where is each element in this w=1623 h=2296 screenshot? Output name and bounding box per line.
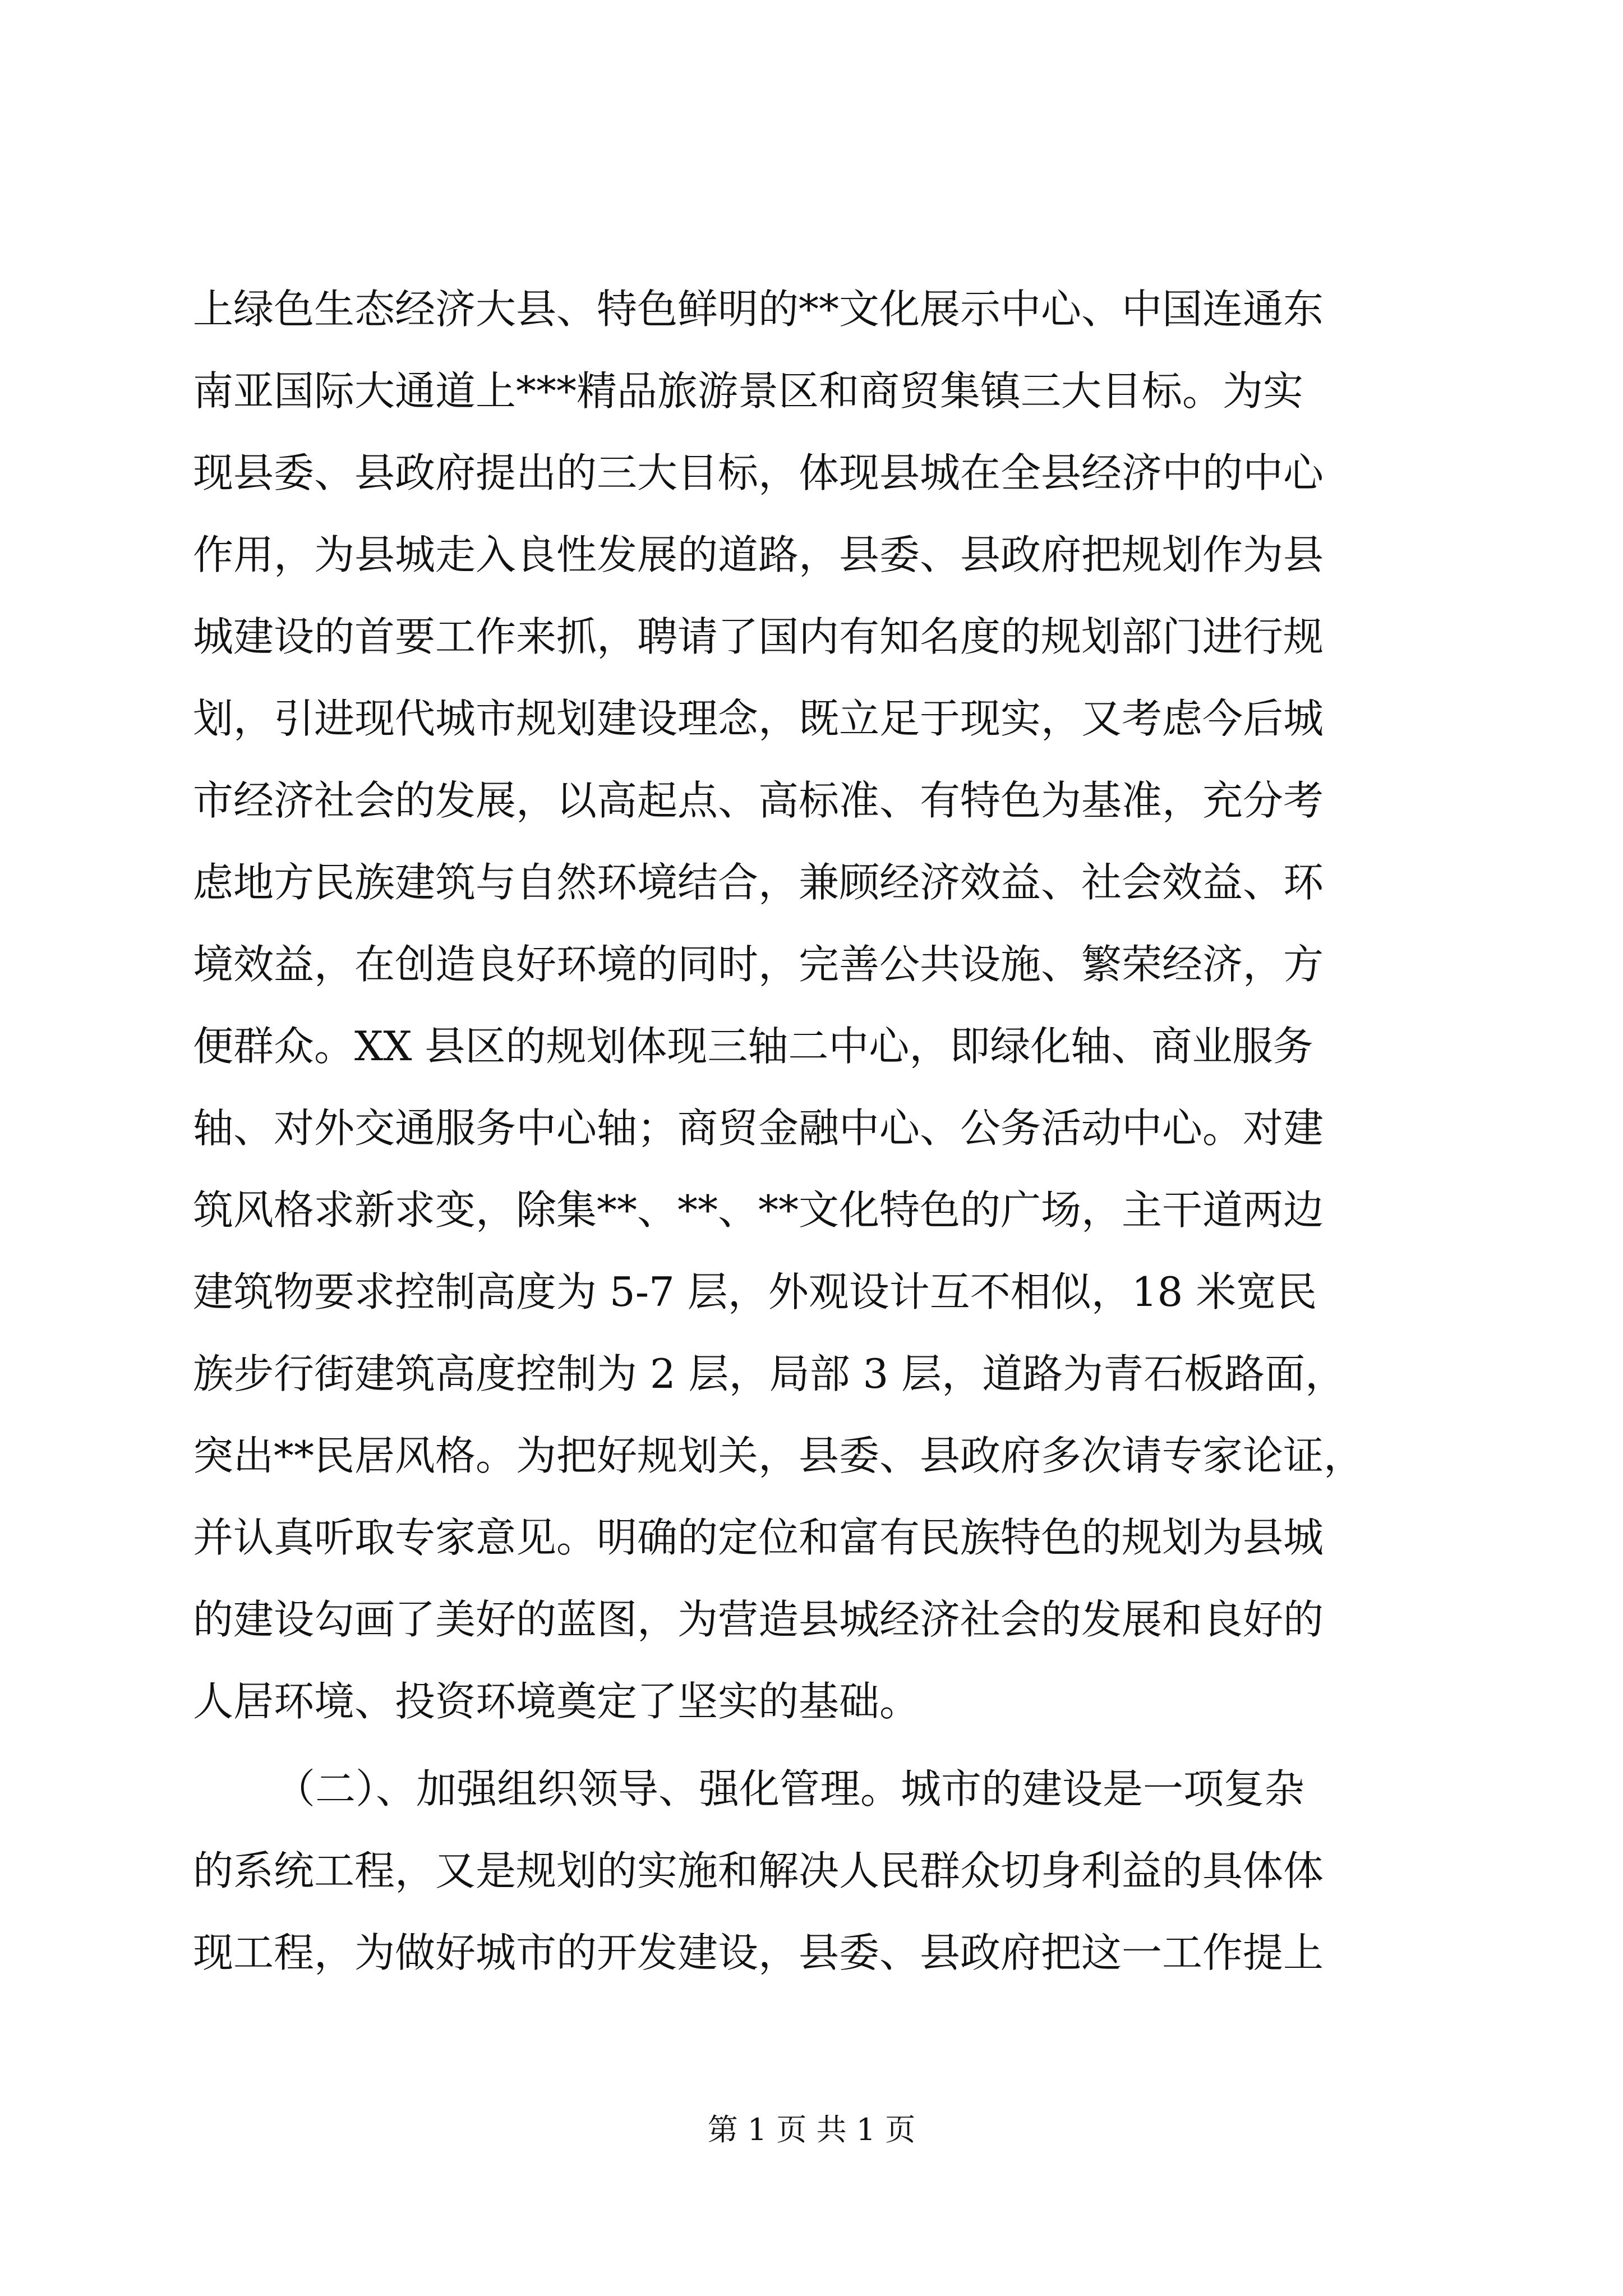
text-line: 上绿色生态经济大县、特色鲜明的**文化展示中心、中国连通东 bbox=[193, 286, 1324, 333]
text-line: 现县委、县政府提出的三大目标，体现县城在全县经济中的中心 bbox=[193, 449, 1324, 496]
page-number-footer: 第 1 页 共 1 页 bbox=[707, 2112, 916, 2147]
text-line: 人居环境、投资环境奠定了坚实的基础。 bbox=[193, 1678, 920, 1725]
text-line: 的建设勾画了美好的蓝图，为营造县城经济社会的发展和良好的 bbox=[193, 1596, 1324, 1643]
text-line: 建筑物要求控制高度为 5-7 层，外观设计互不相似，18 米宽民 bbox=[193, 1268, 1317, 1315]
text-line: 划，引进现代城市规划建设理念，既立足于现实，又考虑今后城 bbox=[193, 695, 1324, 742]
text-line: 的系统工程，又是规划的实施和解决人民群众切身利益的具体体 bbox=[193, 1847, 1324, 1894]
text-line: 便群众。XX 县区的规划体现三轴二中心，即绿化轴、商业服务 bbox=[193, 1023, 1313, 1070]
text-line: 筑风格求新求变，除集**、**、**文化特色的广场，主干道两边 bbox=[193, 1186, 1324, 1234]
paragraph-1 bbox=[193, 268, 1427, 1742]
text-line: 境效益，在创造良好环境的同时，完善公共设施、繁荣经济，方 bbox=[193, 941, 1324, 988]
text-line: （二）、加强组织领导、强化管理。城市的建设是一项复杂 bbox=[275, 1765, 1305, 1812]
text-line: 族步行街建筑高度控制为 2 层，局部 3 层，道路为青石板路面， bbox=[193, 1350, 1346, 1397]
text-line: 轴、对外交通服务中心轴；商贸金融中心、公务活动中心。对建 bbox=[193, 1105, 1324, 1152]
document-body bbox=[193, 268, 1427, 1994]
paragraph-2 bbox=[193, 1748, 1427, 1994]
text-line: 南亚国际大通道上***精品旅游景区和商贸集镇三大目标。为实 bbox=[193, 367, 1304, 415]
text-line: 突出**民居风格。为把好规划关，县委、县政府多次请专家论证， bbox=[193, 1432, 1364, 1479]
text-line: 城建设的首要工作来抓，聘请了国内有知名度的规划部门进行规 bbox=[193, 613, 1324, 660]
text-line: 虑地方民族建筑与自然环境结合，兼顾经济效益、社会效益、环 bbox=[193, 859, 1324, 906]
text-line: 作用，为县城走入良性发展的道路，县委、县政府把规划作为县 bbox=[193, 531, 1324, 578]
text-line: 并认真听取专家意见。明确的定位和富有民族特色的规划为县城 bbox=[193, 1514, 1324, 1561]
paragraph-spacer bbox=[193, 1742, 1427, 1748]
text-line: 市经济社会的发展，以高起点、高标准、有特色为基准，充分考 bbox=[193, 777, 1324, 824]
text-line: 现工程，为做好城市的开发建设，县委、县政府把这一工作提上 bbox=[193, 1929, 1324, 1976]
